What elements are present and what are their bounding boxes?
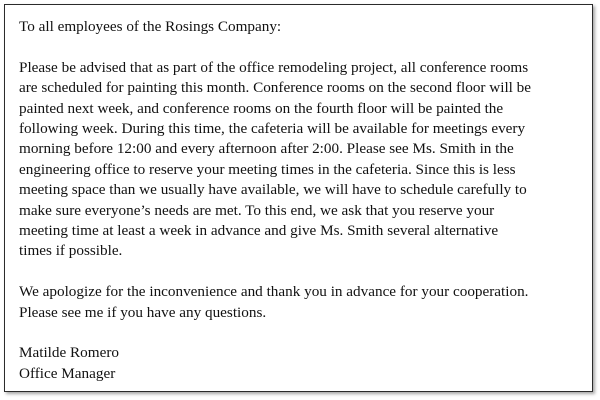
- memo-body-line: engineering office to reserve your meeting times in the cafeteria. Since this is less: [19, 160, 516, 178]
- memo-body-line: meeting space than we usually have available, we will have to schedule carefully to: [19, 181, 527, 199]
- memo-body-paragraph: [19, 58, 585, 262]
- signature-name: Matilde Romero: [19, 344, 119, 362]
- memo-frame: [4, 4, 593, 392]
- memo-signature: [19, 343, 585, 384]
- memo-body-line: are scheduled for painting this month. Conference rooms on the second floor will be: [19, 79, 532, 97]
- memo-text: [19, 17, 585, 384]
- signature-title: Office Manager: [19, 364, 116, 382]
- paragraph-gap: [19, 37, 585, 57]
- memo-body-line: make sure everyone’s needs are met. To this end, we ask that you reserve your: [19, 201, 495, 219]
- memo-body-line: painted next week, and conference rooms on the fourth floor will be painted the: [19, 99, 504, 117]
- memo-body-line: Please be advised that as part of the office remodeling project, all conference rooms: [19, 58, 529, 76]
- memo-body-line: following week. During this time, the cafeteria will be available for meetings every: [19, 120, 526, 138]
- memo-closing-line: Please see me if you have any questions.: [19, 303, 267, 321]
- memo-body-line: morning before 12:00 and every afternoon after 2:00. Please see Ms. Smith in the: [19, 140, 514, 158]
- paragraph-gap: [19, 262, 585, 282]
- memo-salutation: To all employees of the Rosings Company:: [19, 18, 282, 35]
- memo-closing-paragraph: [19, 282, 585, 323]
- memo-body-line: times if possible.: [19, 242, 123, 260]
- memo-closing-line: We apologize for the inconvenience and thank you in advance for your cooperation.: [19, 283, 529, 301]
- paragraph-gap: [19, 323, 585, 343]
- memo-body-line: meeting time at least a week in advance and give Ms. Smith several alternative: [19, 222, 499, 240]
